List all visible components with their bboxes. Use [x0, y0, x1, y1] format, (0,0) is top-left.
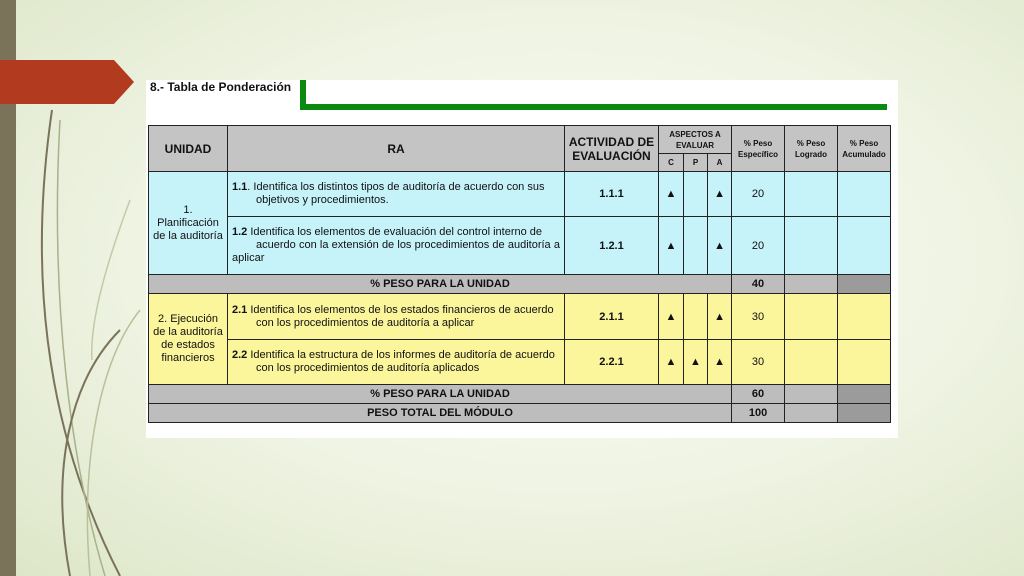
header-unidad: UNIDAD — [149, 126, 228, 172]
peso-acumulado-cell — [838, 217, 891, 275]
total-logrado-cell — [785, 404, 838, 423]
unit-1-title — [149, 172, 228, 275]
peso-logrado-cell — [785, 294, 838, 340]
unit-2-title-line2: de la auditoría — [153, 326, 223, 338]
ra-text-cont: objetivos y procedimientos. — [256, 194, 389, 206]
activity-code: 2.2.1 — [565, 340, 659, 385]
total-acumulado-cell — [838, 404, 891, 423]
ra-number: 2.1 — [232, 303, 248, 316]
unit-2-title-line3: de estados — [161, 339, 215, 351]
section-title: 8.- Tabla de Ponderación — [150, 80, 292, 94]
header-aspectos-line1: ASPECTOS A — [669, 129, 721, 139]
subtotal-label: % PESO PARA LA UNIDAD — [149, 275, 732, 294]
slide-marker-tab — [0, 60, 134, 104]
ra-number: 2.2 — [232, 349, 248, 361]
peso-especifico: 20 — [732, 172, 785, 217]
subtotal-value: 40 — [732, 275, 785, 294]
table-row — [149, 340, 891, 385]
peso-acumulado-cell — [838, 172, 891, 217]
mark-c: ▲ — [659, 217, 684, 275]
ra-number: 1.1 — [232, 181, 248, 193]
total-label: PESO TOTAL DEL MÓDULO — [149, 404, 732, 423]
header-c: C — [659, 154, 684, 172]
header-actividad-line1: ACTIVIDAD DE — [568, 134, 655, 149]
ra-text-cont: acuerdo con la extensión de los procedimientos de auditoría a aplicar — [232, 239, 560, 264]
weighting-table — [148, 125, 891, 423]
ra-cell — [228, 172, 565, 217]
subtotal-acumulado-cell — [838, 275, 891, 294]
subtotal-row-unit-2 — [149, 385, 891, 404]
header-actividad — [565, 126, 659, 172]
ra-text-cont: con los procedimientos de auditoría a aplicar — [256, 316, 475, 329]
table-row — [149, 172, 891, 217]
ra-cell — [228, 217, 565, 275]
header-a: A — [708, 154, 732, 172]
ra-text: Identifica los elementos de evaluación del control interno de — [247, 226, 543, 238]
header-row-1 — [149, 126, 891, 154]
unit-2-title — [149, 294, 228, 385]
header-p: P — [684, 154, 708, 172]
activity-code: 1.1.1 — [565, 172, 659, 217]
ra-text: Identifica los elementos de los estados financieros de acuerdo — [247, 303, 554, 316]
subtotal-logrado-cell — [785, 385, 838, 404]
header-aspectos-line2: EVALUAR — [675, 140, 715, 150]
unit-2-title-line1: 2. Ejecución — [158, 313, 218, 325]
mark-c: ▲ — [659, 172, 684, 217]
mark-p — [684, 217, 708, 275]
header-peso-especifico-line2: Específico — [738, 149, 779, 159]
mark-c: ▲ — [659, 340, 684, 385]
header-peso-acumulado-line1: % Peso — [849, 138, 879, 148]
unit-2-title-line4: financieros — [161, 352, 215, 364]
peso-acumulado-cell — [838, 294, 891, 340]
header-ra: RA — [228, 126, 565, 172]
total-row — [149, 404, 891, 423]
subtotal-label: % PESO PARA LA UNIDAD — [149, 385, 732, 404]
unit-1-title-line2: Planificación — [157, 216, 219, 229]
peso-especifico: 20 — [732, 217, 785, 275]
unit-1-title-line1: 1. — [183, 203, 193, 216]
subtotal-logrado-cell — [785, 275, 838, 294]
header-peso-logrado-line1: % Peso — [796, 138, 826, 148]
mark-a: ▲ — [708, 217, 732, 275]
subtotal-value: 60 — [732, 385, 785, 404]
activity-code: 1.2.1 — [565, 217, 659, 275]
mark-p — [684, 294, 708, 340]
peso-especifico: 30 — [732, 340, 785, 385]
header-peso-logrado-line2: Logrado — [795, 149, 828, 159]
header-peso-especifico — [732, 126, 785, 172]
subtotal-row-unit-1 — [149, 275, 891, 294]
total-value: 100 — [732, 404, 785, 423]
mark-c: ▲ — [659, 294, 684, 340]
mark-a: ▲ — [708, 294, 732, 340]
header-peso-especifico-line1: % Peso — [743, 138, 773, 148]
document-sheet — [146, 80, 898, 438]
mark-p: ▲ — [684, 340, 708, 385]
ra-text: Identifica la estructura de los informes de auditoría de acuerdo — [247, 349, 555, 361]
mark-p — [684, 172, 708, 217]
header-peso-logrado — [785, 126, 838, 172]
table-row — [149, 217, 891, 275]
ra-text-cont: con los procedimientos de auditoría aplicados — [256, 362, 480, 374]
mark-a: ▲ — [708, 172, 732, 217]
mark-a: ▲ — [708, 340, 732, 385]
table-row — [149, 294, 891, 340]
peso-acumulado-cell — [838, 340, 891, 385]
header-aspectos — [659, 126, 732, 154]
peso-logrado-cell — [785, 340, 838, 385]
subtotal-acumulado-cell — [838, 385, 891, 404]
unit-1-title-line3: de la auditoría — [153, 229, 223, 242]
ra-cell — [228, 294, 565, 340]
ra-cell — [228, 340, 565, 385]
header-peso-acumulado-line2: Acumulado — [842, 149, 886, 159]
ra-text: . Identifica los distintos tipos de auditoría de acuerdo con sus — [247, 181, 545, 193]
header-peso-acumulado — [838, 126, 891, 172]
peso-especifico: 30 — [732, 294, 785, 340]
green-rule-horizontal — [300, 104, 887, 110]
activity-code: 2.1.1 — [565, 294, 659, 340]
header-actividad-line2: EVALUACIÓN — [572, 148, 651, 163]
peso-logrado-cell — [785, 217, 838, 275]
peso-logrado-cell — [785, 172, 838, 217]
ra-number: 1.2 — [232, 226, 248, 238]
